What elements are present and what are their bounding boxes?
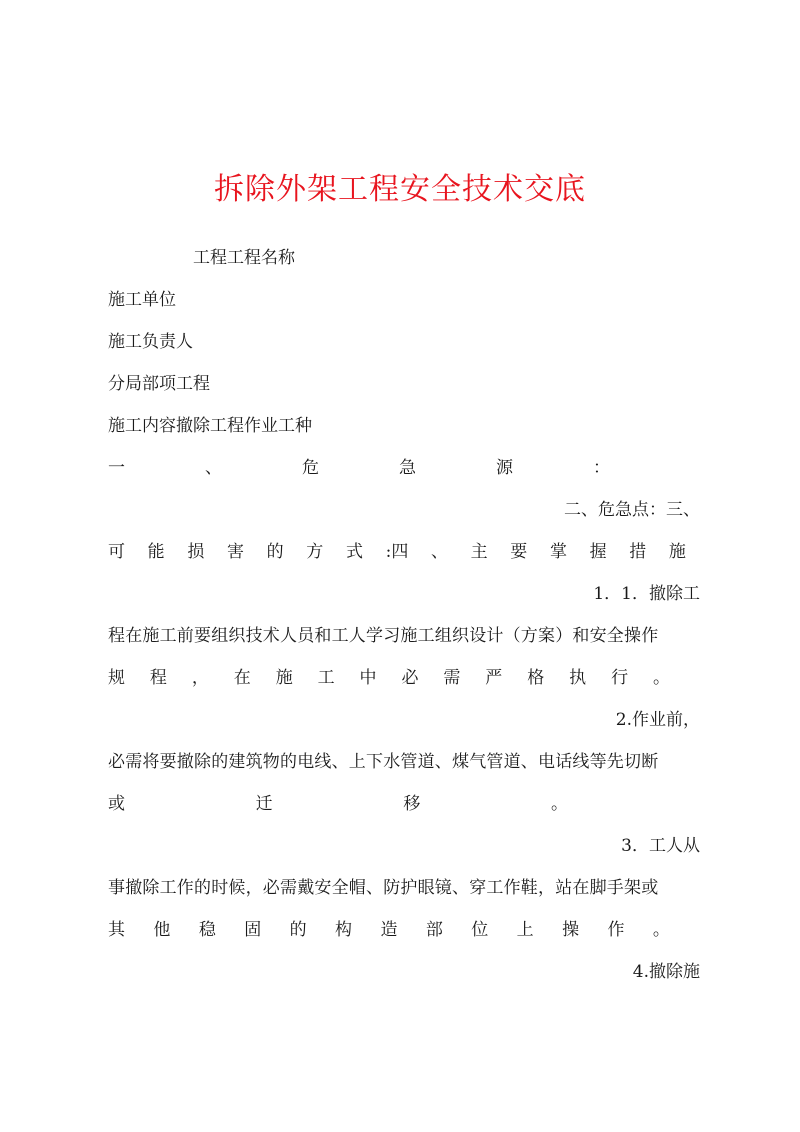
hazard-source-line [108,454,610,482]
spread-char: 操 [562,920,580,940]
item-1-line-2: 程在施工前要组织技术人员和工人学习施工组织设计（方案）和安全操作 [108,626,659,646]
spread-char: 的 [289,920,307,940]
spread-char: 行 [611,668,629,688]
spread-char: 规 [108,668,125,688]
spread-char: 工 [317,668,335,688]
spread-char: 严 [485,668,503,688]
spread-char: 格 [527,668,545,688]
spread-char: 必 [401,668,419,688]
spread-char: 方 [306,542,324,562]
item-3-line-3 [108,916,670,944]
spread-char: 要 [510,542,528,562]
item-2-start: 2.作业前， [615,710,700,730]
document-title: 拆除外架工程安全技术交底 [214,172,586,207]
spread-char: 造 [380,920,398,940]
spread-char: 迁 [255,794,273,814]
spread-char: 掌 [549,542,567,562]
project-name-label: 工程工程名称 [193,248,295,268]
spread-char: 式 [345,542,363,562]
person-in-charge-label: 施工负责人 [108,332,193,352]
spread-char: :四 [385,542,409,562]
spread-char: 施 [668,542,686,562]
spread-char: 程 [149,668,167,688]
spread-char: 作 [607,920,625,940]
spread-char: 其 [108,920,125,940]
spread-char: 急 [399,458,416,478]
spread-char: 需 [443,668,461,688]
item-2-line-3 [108,790,568,818]
item-4-start: 4.撤除施 [632,962,700,982]
spread-char: 的 [266,542,284,562]
spread-char: 。 [652,668,670,688]
spread-char: 、 [430,542,448,562]
spread-char: 握 [589,542,607,562]
spread-char: 稳 [198,920,216,940]
spread-char: 损 [187,542,205,562]
spread-char: 主 [470,542,488,562]
possible-harm-line [108,538,686,566]
spread-char: 构 [335,920,353,940]
spread-char: 在 [233,668,251,688]
spread-char: 害 [226,542,244,562]
spread-char: 上 [516,920,534,940]
spread-char: 。 [550,794,568,814]
spread-char: 一 [108,458,125,478]
hazard-points-line: 二、危急点：三、 [564,500,700,520]
spread-char: 中 [359,668,377,688]
spread-char: 可 [108,542,125,562]
spread-char: 位 [471,920,489,940]
item-3-start: 3．工人从 [621,836,700,856]
spread-char: ， [191,668,209,688]
item-1-line-3 [108,664,670,692]
spread-char: 危 [302,458,319,478]
spread-char: ： [593,458,610,478]
spread-char: 措 [629,542,647,562]
work-content-line: 施工内容撤除工程作业工种 [108,416,312,436]
spread-char: 固 [244,920,262,940]
construction-unit-label: 施工单位 [108,290,176,310]
spread-char: 施 [275,668,293,688]
spread-char: 移 [403,794,421,814]
spread-char: 或 [108,794,125,814]
spread-char: 部 [425,920,443,940]
spread-char: 能 [147,542,165,562]
spread-char: 、 [205,458,222,478]
spread-char: 他 [153,920,171,940]
item-2-line-2: 必需将要撤除的建筑物的电线、上下水管道、煤气管道、电话线等先切断 [108,752,659,772]
spread-char: 执 [569,668,587,688]
item-3-line-2: 事撤除工作的时候，必需戴安全帽、防护眼镜、穿工作鞋，站在脚手架或 [108,878,659,898]
spread-char: 源 [496,458,513,478]
sub-project-label: 分局部项工程 [108,374,210,394]
item-1-start: 1．1．撤除工 [593,584,700,604]
spread-char: 。 [652,920,670,940]
